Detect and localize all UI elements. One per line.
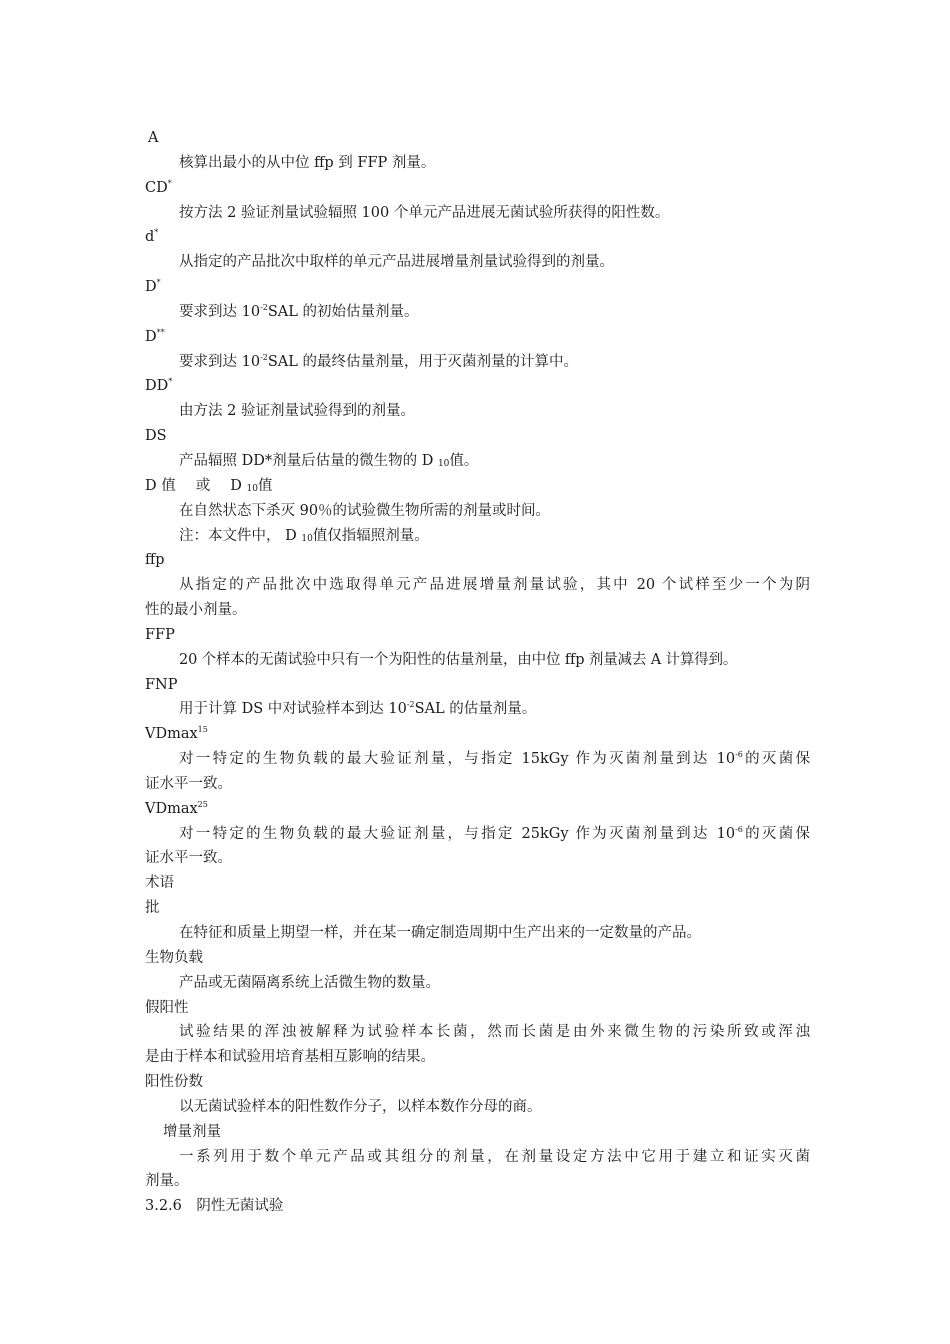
- definition-text: 20 个样本的无菌试验中只有一个为阳性的估量剂量，由中位 ffp 剂量减去 A 计算得到。: [179, 651, 738, 668]
- definition-text: 产品辐照 DD*剂量后估量的微生物的 D: [179, 452, 438, 469]
- definition-text: 从指定的产品批次中取样的单元产品进展增量剂量试验得到的剂量。: [179, 254, 614, 271]
- definition-text: SAL 的估量剂量。: [414, 701, 537, 718]
- exponent: -2: [406, 700, 415, 710]
- term-FFP: [145, 623, 810, 648]
- definition-text: 一系列用于数个单元产品或其组分的剂量，在剂量设定方法中它用于建立和证实灭菌: [179, 1148, 810, 1165]
- term-label: DS: [145, 428, 167, 445]
- term-label: ffp: [145, 552, 165, 569]
- section-heading-3-2-6: [145, 1194, 810, 1219]
- term-label: d: [145, 229, 155, 246]
- term-label: FFP: [145, 626, 175, 643]
- exponent: -6: [735, 824, 743, 834]
- term-a: [145, 126, 810, 151]
- definition-text: 试验结果的浑浊被解释为试验样本长菌，然而长菌是由外来微生物的污染所致或浑浊: [179, 1024, 810, 1041]
- term-superscript: 25: [197, 799, 208, 809]
- term-label: 生物负载: [145, 949, 203, 966]
- definition-dd: [145, 399, 810, 424]
- term-label: VDmax: [145, 800, 198, 817]
- definition-text: 对一特定的生物负载的最大验证剂量，与指定 25kGy 作为灭菌剂量到达 10: [179, 825, 736, 842]
- definition-text: 在特征和质量上期望一样，并在某一确定制造周期中生产出来的一定数量的产品。: [179, 925, 701, 941]
- term-label: 增量剂量: [163, 1123, 221, 1140]
- definition-d-small: [145, 250, 810, 275]
- definition-vdmax15-line-1: [145, 747, 810, 772]
- definition-text: 用于计算 DS 中对试验样本到达 10: [179, 701, 407, 718]
- term-label: A: [148, 130, 159, 146]
- note-d-value: [145, 524, 810, 549]
- term-superscript: *: [168, 377, 173, 387]
- definition-FFP: [145, 648, 810, 673]
- term-label: DD: [145, 378, 169, 395]
- term-bioburden: [145, 946, 810, 971]
- term-ffp: [145, 548, 810, 573]
- definition-text: 值。: [449, 452, 479, 469]
- definition-text: SAL 的初始估量剂量。: [267, 303, 419, 320]
- exponent: -2: [260, 302, 268, 312]
- subscript: 10: [246, 483, 258, 494]
- definition-text: 证水平一致。: [145, 775, 232, 792]
- term-connector: 或: [195, 477, 211, 494]
- term-fnp: [145, 673, 810, 698]
- definition-cd: [145, 201, 810, 226]
- definition-text: 性的最小剂量。: [145, 602, 247, 619]
- term-label: D: [230, 477, 247, 494]
- term-label: D: [145, 328, 157, 345]
- term-vdmax25: [145, 797, 810, 822]
- definition-text: 在自然状态下杀灭 90％的试验微生物所需的剂量或时间。: [179, 502, 551, 519]
- terms-heading: [145, 871, 810, 896]
- term-positive-fraction: [145, 1070, 810, 1095]
- term-label: VDmax: [145, 726, 198, 743]
- definition-vdmax25-line-2: [145, 846, 810, 871]
- exponent: -2: [260, 352, 268, 362]
- heading-text: 术语: [145, 875, 174, 892]
- term-superscript: 15: [197, 725, 208, 735]
- term-label: 批: [145, 900, 160, 917]
- term-ds: [145, 424, 810, 449]
- definition-a: [145, 151, 810, 176]
- definition-ffp-line-1: [145, 573, 810, 598]
- term-d-star: [145, 275, 810, 300]
- term-label: D 值: [145, 477, 176, 494]
- definition-positive-fraction: [145, 1095, 810, 1120]
- term-dd: [145, 374, 810, 399]
- definition-vdmax25-line-1: [145, 822, 810, 847]
- definition-text: SAL 的最终估量剂量，用于灭菌剂量的计算中。: [267, 353, 579, 370]
- term-label: D: [145, 279, 157, 296]
- term-false-positive: [145, 996, 810, 1021]
- note-text: 值仅指辐照剂量。: [312, 527, 429, 544]
- definition-d-star: [145, 300, 810, 325]
- term-vdmax15: [145, 722, 810, 747]
- term-superscript: **: [156, 327, 165, 337]
- definition-d-value: [145, 499, 810, 524]
- definition-text: 的灭菌保: [742, 825, 810, 842]
- term-d-value: [145, 474, 810, 499]
- heading-text: 3.2.6 阴性无菌试验: [145, 1198, 284, 1215]
- note-text: 注：本文件中， D: [179, 527, 302, 544]
- definition-text: 要求到达 10: [179, 303, 261, 320]
- definition-ds: [145, 449, 810, 474]
- definition-false-positive-line-1: [145, 1020, 810, 1045]
- definition-text: 证水平一致。: [145, 850, 232, 867]
- definition-batch: [145, 921, 810, 946]
- definition-incremental-dose-line-2: [145, 1169, 810, 1194]
- definition-text: 是由于样本和试验用培育基相互影响的结果。: [145, 1049, 435, 1066]
- subscript: 10: [437, 458, 450, 469]
- definition-d-double-star: [145, 350, 810, 375]
- definition-ffp-line-2: [145, 598, 810, 623]
- term-label: CD: [145, 179, 168, 196]
- definition-bioburden: [145, 971, 810, 996]
- term-incremental-dose: [145, 1120, 810, 1145]
- definition-fnp: [145, 697, 810, 722]
- definition-text: 由方法 2 验证剂量试验得到的剂量。: [179, 403, 415, 420]
- definition-text: 剂量。: [145, 1173, 189, 1190]
- term-superscript: *: [154, 228, 159, 238]
- term-d-small: [145, 225, 810, 250]
- definition-text: 按方法 2 验证剂量试验辐照 100 个单元产品进展无菌试验所获得的阳性数。: [179, 204, 670, 221]
- definition-incremental-dose-line-1: [145, 1145, 810, 1170]
- definition-text: 核算出最小的从中位 ffp 到 FFP 剂量。: [179, 154, 436, 171]
- term-label: FNP: [145, 676, 178, 693]
- term-superscript: *: [156, 278, 161, 288]
- term-batch: [145, 896, 810, 921]
- definition-vdmax15-line-2: [145, 772, 810, 797]
- term-cd: [145, 176, 810, 201]
- definition-text: 的灭菌保: [742, 751, 810, 768]
- definition-text: 从指定的产品批次中选取得单元产品进展增量剂量试验，其中 20 个试样至少一个为阴: [179, 577, 810, 594]
- definition-text: 要求到达 10: [179, 353, 261, 370]
- term-superscript: *: [167, 178, 172, 188]
- exponent: -6: [735, 750, 743, 760]
- definition-text: 以无菌试验样本的阳性数作分子，以样本数作分母的商。: [179, 1098, 542, 1115]
- definition-false-positive-line-2: [145, 1045, 810, 1070]
- definition-text: 产品或无菌隔离系统上活微生物的数量。: [179, 974, 440, 991]
- term-label: 假阳性: [145, 999, 189, 1016]
- term-label: 阳性份数: [145, 1074, 203, 1091]
- term-d-double-star: [145, 325, 810, 350]
- subscript: 10: [301, 533, 313, 544]
- definition-text: 对一特定的生物负载的最大验证剂量，与指定 15kGy 作为灭菌剂量到达 10: [179, 751, 736, 768]
- definitions-list: [145, 126, 810, 1219]
- term-label: 值: [257, 477, 273, 494]
